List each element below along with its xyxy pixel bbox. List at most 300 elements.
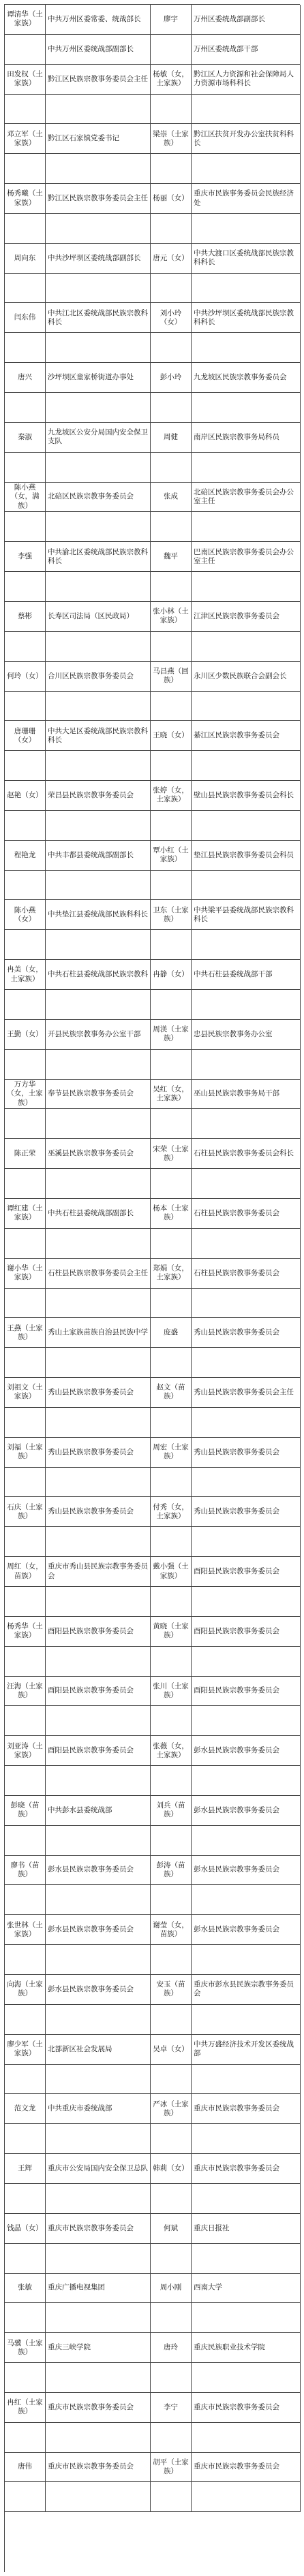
organization-cell <box>46 2423 151 2453</box>
organization-cell: 中共万州区委统战部副部长 <box>46 35 151 65</box>
organization-cell <box>46 512 151 542</box>
name-cell <box>5 2005 46 2035</box>
organization-cell: 黔江区民族宗教事务委员会主任 <box>46 184 151 214</box>
name-cell <box>151 453 192 483</box>
name-cell: 张薇（女，土家族） <box>151 1736 192 1766</box>
organization-cell: 重庆三峡学院 <box>46 2333 151 2363</box>
organization-cell <box>192 1348 301 1378</box>
organization-cell: 彭水县民族宗教事务委员会 <box>46 1856 151 1886</box>
organization-cell: 黔江区人力资源和社会保障局人力资源市场科科长 <box>192 65 301 95</box>
name-cell <box>5 930 46 960</box>
organization-cell <box>46 1408 151 1438</box>
name-cell <box>151 95 192 125</box>
name-cell <box>5 1289 46 1319</box>
name-cell <box>5 811 46 841</box>
organization-cell <box>192 990 301 1020</box>
organization-cell <box>192 2065 301 2095</box>
organization-cell: 彭水县民族宗教事务委员会 <box>192 1796 301 1826</box>
organization-cell <box>46 2005 151 2035</box>
organization-cell: 北碚区民族宗教事务委员会办公室主任 <box>192 483 301 513</box>
name-cell: 陈正荣 <box>5 1139 46 1169</box>
organization-cell <box>46 2363 151 2393</box>
name-cell <box>151 1468 192 1498</box>
name-cell: 蔡彬 <box>5 602 46 632</box>
name-cell <box>5 1647 46 1677</box>
name-cell: 彭小玲 <box>151 363 192 393</box>
name-cell: 卫东（土家族） <box>151 900 192 930</box>
organization-cell: 北部新区社会发展局 <box>46 2035 151 2065</box>
name-cell <box>151 1527 192 1557</box>
organization-cell <box>192 1885 301 1915</box>
organization-cell <box>46 572 151 602</box>
name-cell: 付秀（女，土家族） <box>151 1497 192 1527</box>
organization-cell: 秀山县民族宗教事务委员会 <box>192 1438 301 1468</box>
name-cell <box>5 214 46 244</box>
organization-cell: 中共万州区委常委、统战部长 <box>46 5 151 35</box>
name-cell <box>5 2363 46 2393</box>
name-cell: 陈小燕（女） <box>5 900 46 930</box>
organization-cell <box>46 274 151 304</box>
name-cell <box>5 35 46 65</box>
organization-cell <box>192 1169 301 1199</box>
name-cell <box>5 1706 46 1736</box>
organization-cell: 石柱县民族宗教事务委员会 <box>192 1199 301 1229</box>
organization-cell: 九龙坡区民族宗教事务委员会 <box>192 363 301 393</box>
name-cell: 谢小华（土家族） <box>5 1259 46 1289</box>
name-cell <box>151 1348 192 1378</box>
name-cell: 杨本（土家族） <box>151 1199 192 1229</box>
name-cell <box>5 2244 46 2274</box>
organization-cell <box>46 692 151 722</box>
organization-cell <box>192 2423 301 2453</box>
name-cell: 刘祖文（土家族） <box>5 1378 46 1408</box>
organization-cell: 秀山县民族宗教事务委员会 <box>46 1438 151 1468</box>
name-cell: 周渼（土家族） <box>151 1020 192 1050</box>
organization-cell: 中共沙坪坝区委统战部副部长 <box>46 244 151 274</box>
organization-cell <box>46 1289 151 1319</box>
organization-cell <box>192 2363 301 2393</box>
name-cell <box>5 1945 46 1975</box>
organization-cell: 巫山县民族宗教事务局干部 <box>192 1080 301 1110</box>
organization-cell <box>192 2303 301 2333</box>
name-cell: 安玉（苗族） <box>151 1975 192 2005</box>
organization-cell <box>46 1229 151 1259</box>
name-cell <box>5 154 46 184</box>
organization-cell <box>46 2244 151 2274</box>
name-cell: 唐珊珊（女） <box>5 721 46 751</box>
name-cell: 吴红（女，土家族） <box>151 1080 192 1110</box>
organization-cell <box>192 1706 301 1736</box>
name-cell <box>151 35 192 65</box>
organization-cell: 重庆广播电视集团 <box>46 2274 151 2304</box>
organization-cell: 中共重庆市委统战部 <box>46 2094 151 2124</box>
name-cell <box>5 1169 46 1199</box>
name-cell: 严冰（土家族） <box>151 2094 192 2124</box>
name-cell: 石庆（土家族） <box>5 1497 46 1527</box>
organization-cell: 中共石柱县委统战部副部长 <box>46 1199 151 1229</box>
organization-cell <box>46 214 151 244</box>
organization-cell: 中共渝北区委统战部民族宗教科科长 <box>46 542 151 572</box>
name-cell: 刘兵（苗族） <box>151 1796 192 1826</box>
organization-cell <box>46 2124 151 2154</box>
organization-cell <box>46 1587 151 1617</box>
organization-cell: 重庆日报社 <box>192 2214 301 2244</box>
organization-cell <box>192 1109 301 1139</box>
organization-cell <box>192 274 301 304</box>
name-cell <box>151 1766 192 1796</box>
name-cell <box>151 393 192 423</box>
name-cell <box>5 333 46 363</box>
name-cell: 吴卓（女） <box>151 2035 192 2065</box>
organization-cell <box>192 214 301 244</box>
name-cell: 宋荣（土家族） <box>151 1139 192 1169</box>
organization-cell: 彭水县民族宗教事务委员会 <box>46 1915 151 1945</box>
name-cell <box>151 2005 192 2035</box>
organization-cell: 酉阳县民族宗教事务委员会 <box>192 1557 301 1587</box>
name-cell: 谭红建（土家族） <box>5 1199 46 1229</box>
organization-cell <box>192 751 301 781</box>
organization-cell: 中共丰都县委统战部副部长 <box>46 841 151 871</box>
organization-cell: 万州区委统战部副部长 <box>192 5 301 35</box>
organization-cell: 重庆市彭水县民族宗教事务委员会 <box>192 1975 301 2005</box>
name-cell: 廖书（苗族） <box>5 1856 46 1886</box>
organization-cell <box>46 154 151 184</box>
organization-cell <box>192 2124 301 2154</box>
name-cell: 马骥（土家族） <box>5 2333 46 2363</box>
name-cell <box>5 453 46 483</box>
organization-cell: 西南大学 <box>192 2274 301 2304</box>
name-cell <box>5 2065 46 2095</box>
name-cell <box>5 572 46 602</box>
name-cell: 廖少军（土家族） <box>5 2035 46 2065</box>
organization-cell <box>192 1468 301 1498</box>
name-cell <box>5 95 46 125</box>
name-cell <box>5 632 46 662</box>
organization-cell <box>46 1348 151 1378</box>
name-cell: 廖宇 <box>151 5 192 35</box>
name-cell <box>151 512 192 542</box>
organization-cell <box>192 692 301 722</box>
organization-cell: 重庆市公安局国内安全保卫总队 <box>46 2154 151 2184</box>
name-cell <box>5 1468 46 1498</box>
name-cell <box>5 751 46 781</box>
name-cell: 周红（女，苗族） <box>5 1557 46 1587</box>
name-cell <box>5 871 46 901</box>
organization-cell <box>46 1826 151 1856</box>
organization-cell <box>192 1527 301 1557</box>
organization-cell: 江津区民族宗教事务委员会 <box>192 602 301 632</box>
name-cell: 田发权（土家族） <box>5 65 46 95</box>
organization-cell <box>192 871 301 901</box>
name-cell <box>5 512 46 542</box>
name-cell: 刘福（土家族） <box>5 1438 46 1468</box>
organization-cell: 重庆市民族宗教事务委员会 <box>192 2393 301 2423</box>
organization-cell <box>192 930 301 960</box>
organization-cell: 秀山县民族宗教事务委员会 <box>46 1497 151 1527</box>
organization-cell <box>46 1468 151 1498</box>
organization-cell: 中共沙坪坝区委统战部民族宗教科科长 <box>192 303 301 333</box>
organization-cell <box>192 95 301 125</box>
organization-cell: 彭水县民族宗教事务委员会 <box>192 1856 301 1886</box>
name-cell: 何玲（女） <box>5 662 46 692</box>
organization-cell: 彭水县民族宗教事务委员会 <box>192 1736 301 1766</box>
organization-cell: 酉阳县民族宗教事务委员会 <box>46 1677 151 1707</box>
name-cell: 钱晶（女） <box>5 2214 46 2244</box>
organization-cell: 中共垫江县委统战部民族科科长 <box>46 900 151 930</box>
name-cell <box>5 1766 46 1796</box>
organization-cell: 重庆市秀山县民族宗教事务委员会 <box>46 1557 151 1587</box>
name-cell: 王辉 <box>5 2154 46 2184</box>
name-cell <box>5 2423 46 2453</box>
organization-cell: 秀山县民族宗教事务委员会 <box>192 1318 301 1348</box>
name-cell <box>151 1109 192 1139</box>
organization-cell <box>46 1527 151 1557</box>
name-cell: 胡平（土家族） <box>151 2453 192 2483</box>
name-cell: 韩莉（女） <box>151 2154 192 2184</box>
organization-cell <box>46 1706 151 1736</box>
name-cell <box>5 1885 46 1915</box>
name-cell: 赵艳（女） <box>5 781 46 811</box>
name-cell: 梁崇（土家族） <box>151 124 192 154</box>
organization-cell: 重庆市民族宗教事务委员会 <box>46 2453 151 2483</box>
organization-cell: 开县民族宗教事务办公室干部 <box>46 1020 151 1050</box>
name-cell: 周健 <box>151 423 192 453</box>
organization-cell <box>192 811 301 841</box>
name-cell <box>151 930 192 960</box>
name-cell <box>151 2423 192 2453</box>
name-cell: 魏平 <box>151 542 192 572</box>
organization-cell <box>46 1109 151 1139</box>
organization-cell: 壁山县民族宗教事务委员会科长 <box>192 781 301 811</box>
name-cell <box>151 274 192 304</box>
organization-cell <box>46 1945 151 1975</box>
organization-cell: 酉阳县民族宗教事务委员会 <box>46 1617 151 1647</box>
name-cell <box>151 2244 192 2274</box>
name-cell <box>151 1945 192 1975</box>
name-cell: 王燕（土家族） <box>5 1318 46 1348</box>
name-cell: 杨敏（女，土家族） <box>151 65 192 95</box>
organization-cell: 万州区委统战部干部 <box>192 35 301 65</box>
organization-cell <box>46 95 151 125</box>
organization-cell <box>46 333 151 363</box>
name-cell <box>151 1050 192 1080</box>
name-cell: 郑娟（女，土家族） <box>151 1259 192 1289</box>
name-cell <box>5 1109 46 1139</box>
name-cell: 彭涛（苗族） <box>151 1856 192 1886</box>
organization-cell: 石柱县民族宗教事务委员会科长 <box>192 1139 301 1169</box>
name-cell <box>5 2482 46 2512</box>
name-cell: 谭清华（土家族） <box>5 5 46 35</box>
name-cell: 周向东 <box>5 244 46 274</box>
name-cell <box>151 572 192 602</box>
name-cell: 戴小强（土家族） <box>151 1557 192 1587</box>
roster-table <box>4 4 300 2572</box>
organization-cell: 中共大渡口区委统战部民族宗教科科长 <box>192 244 301 274</box>
organization-cell: 中共石柱县委统战部干部 <box>192 960 301 990</box>
organization-cell: 中共梁平县委统战部民族宗教科科长 <box>192 900 301 930</box>
name-cell <box>151 2482 192 2512</box>
name-cell: 李宁 <box>151 2393 192 2423</box>
name-cell <box>151 1587 192 1617</box>
organization-cell <box>192 1587 301 1617</box>
name-cell <box>5 274 46 304</box>
name-cell <box>151 1169 192 1199</box>
name-cell: 何斌 <box>151 2214 192 2244</box>
name-cell <box>5 1229 46 1259</box>
organization-cell: 长寿区司法局（区民政局） <box>46 602 151 632</box>
organization-cell <box>192 512 301 542</box>
organization-cell <box>46 1169 151 1199</box>
organization-cell: 重庆市民族宗教事务委员会 <box>192 2453 301 2483</box>
name-cell <box>151 871 192 901</box>
organization-cell: 秀山县民族宗教事务委员会主任 <box>192 1378 301 1408</box>
organization-cell: 石柱县民族宗教事务委员会主任 <box>46 1259 151 1289</box>
organization-cell <box>46 1766 151 1796</box>
name-cell: 唐兴 <box>5 363 46 393</box>
organization-cell <box>46 2184 151 2214</box>
name-cell: 赵文（苗族） <box>151 1378 192 1408</box>
name-cell: 张婷（女，土家族） <box>151 781 192 811</box>
name-cell <box>151 2124 192 2154</box>
name-cell: 庞盛 <box>151 1318 192 1348</box>
organization-cell <box>192 632 301 662</box>
name-cell: 秦淑 <box>5 423 46 453</box>
name-cell: 杨秀曦（土家族） <box>5 184 46 214</box>
organization-cell <box>46 871 151 901</box>
name-cell: 王晓（女） <box>151 721 192 751</box>
organization-cell: 黔江区石家镇党委书记 <box>46 124 151 154</box>
organization-cell <box>46 930 151 960</box>
organization-cell: 垫江县民族宗教事务委员会科员 <box>192 841 301 871</box>
organization-cell: 黔江区民族宗教事务委员会主任 <box>46 65 151 95</box>
organization-cell <box>192 393 301 423</box>
name-cell <box>151 1826 192 1856</box>
name-cell: 冉美（女，土家族） <box>5 960 46 990</box>
organization-cell <box>192 1289 301 1319</box>
name-cell <box>5 393 46 423</box>
organization-cell: 酉阳县民族宗教事务委员会 <box>192 1677 301 1707</box>
organization-cell: 彭水县民族宗教事务委员会 <box>192 1915 301 1945</box>
name-cell <box>151 214 192 244</box>
organization-cell <box>46 393 151 423</box>
organization-cell <box>46 2482 151 2512</box>
organization-cell <box>192 1050 301 1080</box>
name-cell <box>5 990 46 1020</box>
name-cell: 冉静（女） <box>151 960 192 990</box>
organization-cell: 中共大足区委统战部民族宗教科科长 <box>46 721 151 751</box>
organization-cell: 重庆市民族宗教事务委员会 <box>192 2094 301 2124</box>
organization-cell: 奉节县民族宗教事务委员会 <box>46 1080 151 1110</box>
organization-cell <box>192 2482 301 2512</box>
organization-cell <box>192 1647 301 1677</box>
name-cell <box>5 2124 46 2154</box>
organization-cell <box>192 453 301 483</box>
organization-cell: 巴南区民族宗教事务委员会办公室主任 <box>192 542 301 572</box>
organization-cell <box>192 333 301 363</box>
name-cell <box>151 1229 192 1259</box>
organization-cell: 中共彭水县委统战部 <box>46 1796 151 1826</box>
organization-cell: 秀山县民族宗教事务委员会 <box>192 1497 301 1527</box>
name-cell <box>5 692 46 722</box>
organization-cell: 酉阳县民族宗教事务委员会 <box>46 1736 151 1766</box>
name-cell <box>5 1408 46 1438</box>
name-cell: 张世林（土家族） <box>5 1915 46 1945</box>
name-cell <box>5 1826 46 1856</box>
organization-cell <box>192 154 301 184</box>
organization-cell <box>192 572 301 602</box>
name-cell <box>5 1348 46 1378</box>
name-cell: 唐元（女） <box>151 244 192 274</box>
name-cell <box>151 1289 192 1319</box>
name-cell: 周小刚 <box>151 2274 192 2304</box>
organization-cell <box>46 811 151 841</box>
organization-cell: 綦江区民族宗教事务委员会 <box>192 721 301 751</box>
organization-cell <box>46 2065 151 2095</box>
name-cell <box>151 333 192 363</box>
organization-cell: 北碚区民族宗教事务委员会 <box>46 483 151 513</box>
name-cell <box>5 2184 46 2214</box>
name-cell <box>151 990 192 1020</box>
name-cell <box>151 1647 192 1677</box>
organization-cell: 合川区民族宗教事务委员会 <box>46 662 151 692</box>
organization-cell <box>192 1826 301 1856</box>
organization-cell: 重庆市民族事务委员会民族经济处 <box>192 184 301 214</box>
organization-cell <box>192 2244 301 2274</box>
organization-cell: 中共石柱县委统战部民族宗教科 <box>46 960 151 990</box>
name-cell: 覃小红（土家族） <box>151 841 192 871</box>
organization-cell <box>192 2184 301 2214</box>
name-cell: 王勤（女） <box>5 1020 46 1050</box>
organization-cell <box>46 1885 151 1915</box>
name-cell: 张成 <box>151 483 192 513</box>
organization-cell <box>192 1766 301 1796</box>
name-cell: 刘小玲（女） <box>151 303 192 333</box>
organization-cell: 重庆市民族宗教事务委员会 <box>46 2214 151 2244</box>
name-cell <box>151 692 192 722</box>
name-cell: 杨秀华（土家族） <box>5 1617 46 1647</box>
organization-cell <box>46 1050 151 1080</box>
organization-cell <box>46 2303 151 2333</box>
organization-cell <box>46 1647 151 1677</box>
organization-cell: 南岸区民族宗教事务局科员 <box>192 423 301 453</box>
name-cell <box>151 1408 192 1438</box>
name-cell <box>151 632 192 662</box>
organization-cell: 秀山县民族宗教事务委员会 <box>46 1378 151 1408</box>
organization-cell <box>46 990 151 1020</box>
name-cell: 程艳龙 <box>5 841 46 871</box>
name-cell: 黄晓（土家族） <box>151 1617 192 1647</box>
organization-cell: 黔江区扶贫开发办公室扶贫科科长 <box>192 124 301 154</box>
name-cell <box>151 1706 192 1736</box>
organization-cell: 石柱县民族宗教事务委员会 <box>192 1259 301 1289</box>
organization-cell: 忠县民族宗教事务办公室 <box>192 1020 301 1050</box>
name-cell <box>151 1885 192 1915</box>
name-cell: 范文龙 <box>5 2094 46 2124</box>
organization-cell <box>192 1945 301 1975</box>
name-cell: 李强 <box>5 542 46 572</box>
name-cell: 冉红（土家族） <box>5 2393 46 2423</box>
name-cell: 闫东伟 <box>5 303 46 333</box>
name-cell: 陈小燕（女，满族） <box>5 483 46 513</box>
organization-cell: 重庆市民族宗教事务委员会 <box>46 2393 151 2423</box>
name-cell: 张川（土家族） <box>151 1677 192 1707</box>
name-cell <box>151 811 192 841</box>
name-cell <box>5 1587 46 1617</box>
organization-cell <box>46 632 151 662</box>
name-cell: 谢莹（女，苗族） <box>151 1915 192 1945</box>
organization-cell: 中共江北区委统战部民族宗教科科长 <box>46 303 151 333</box>
organization-cell: 荣昌县民族宗教事务委员会 <box>46 781 151 811</box>
